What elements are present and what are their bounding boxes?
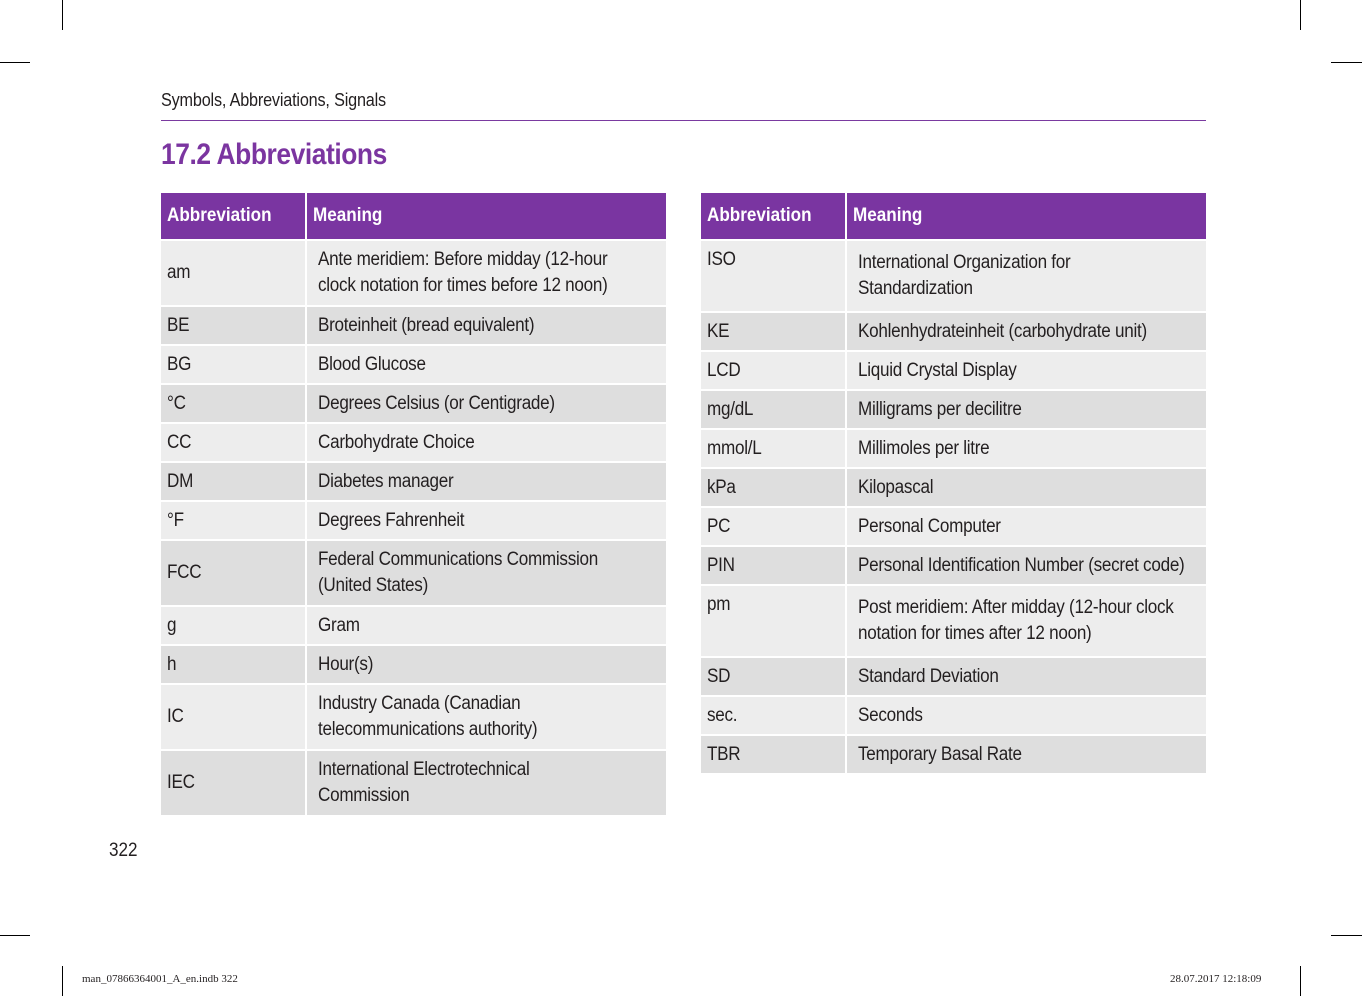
column-header-meaning: Meaning (306, 193, 666, 240)
meaning-line: Gram (318, 614, 360, 636)
meaning-line: Millimoles per litre (858, 437, 990, 459)
abbreviation-cell: KE (701, 312, 846, 351)
abbreviations-table-left (161, 193, 666, 815)
table-header-row (701, 193, 1206, 240)
table-row (161, 684, 666, 750)
meaning-line: Post meridiem: After midday (12-hour clock (858, 597, 1174, 618)
abbreviations-table-right (701, 193, 1206, 773)
meaning-cell (846, 657, 1206, 696)
crop-mark-bottom-left-horizontal (0, 935, 30, 936)
table-row (161, 306, 666, 345)
table-row (701, 468, 1206, 507)
meaning-cell (306, 240, 666, 306)
table-row (701, 546, 1206, 585)
print-timestamp: 28.07.2017 12:18:09 (1170, 973, 1262, 985)
meaning-cell (306, 684, 666, 750)
abbreviation-cell: LCD (701, 351, 846, 390)
table-row (701, 735, 1206, 773)
meaning-line: Standard Deviation (858, 665, 999, 687)
abbreviation-cell: °F (161, 501, 306, 540)
meaning-cell (846, 312, 1206, 351)
meaning-cell (306, 606, 666, 645)
meaning-line: (United States) (318, 575, 429, 596)
abbreviation-cell: SD (701, 657, 846, 696)
meaning-line: International Organization for (858, 252, 1071, 273)
abbreviation-cell: mmol/L (701, 429, 846, 468)
meaning-line: clock notation for times before 12 noon) (318, 275, 608, 296)
meaning-cell (306, 306, 666, 345)
crop-mark-top-left-vertical (62, 0, 63, 30)
abbreviation-cell: sec. (701, 696, 846, 735)
column-header-abbreviation: Abbreviation (161, 193, 306, 240)
abbreviation-cell: PC (701, 507, 846, 546)
abbreviation-cell: BE (161, 306, 306, 345)
meaning-cell (306, 423, 666, 462)
crop-mark-bottom-right-horizontal (1331, 935, 1362, 936)
table-row (701, 429, 1206, 468)
meaning-cell (846, 468, 1206, 507)
abbreviation-cell: IC (161, 684, 306, 750)
crop-mark-bottom-right-vertical (1300, 966, 1301, 996)
abbreviation-cell: am (161, 240, 306, 306)
meaning-line: Diabetes manager (318, 470, 454, 492)
meaning-line: Broteinheit (bread equivalent) (318, 314, 535, 336)
header-rule (161, 120, 1206, 121)
column-header-abbreviation: Abbreviation (701, 193, 846, 240)
running-head: Symbols, Abbreviations, Signals (161, 90, 386, 110)
meaning-line: Standardization (858, 278, 973, 299)
meaning-cell (306, 501, 666, 540)
page-number: 322 (109, 840, 138, 861)
meaning-line: telecommunications authority) (318, 719, 538, 740)
meaning-cell (306, 540, 666, 606)
meaning-cell (846, 351, 1206, 390)
meaning-cell (306, 384, 666, 423)
section-title: 17.2 Abbreviations (161, 138, 387, 171)
file-slug: man_07866364001_A_en.indb 322 (82, 973, 238, 985)
table-row (161, 423, 666, 462)
abbreviation-cell: IEC (161, 750, 306, 815)
meaning-cell (846, 507, 1206, 546)
table-row (701, 312, 1206, 351)
meaning-line: Carbohydrate Choice (318, 431, 475, 453)
abbreviation-cell: PIN (701, 546, 846, 585)
meaning-line: Temporary Basal Rate (858, 743, 1022, 765)
meaning-cell (846, 240, 1206, 312)
meaning-line: Ante meridiem: Before midday (12-hour (318, 249, 608, 270)
meaning-cell (846, 585, 1206, 657)
abbreviation-cell: TBR (701, 735, 846, 773)
crop-mark-bottom-left-vertical (62, 966, 63, 996)
meaning-line: Federal Communications Commission (318, 549, 598, 570)
meaning-cell (306, 462, 666, 501)
table-row (701, 390, 1206, 429)
meaning-line: notation for times after 12 noon) (858, 623, 1092, 644)
crop-mark-top-right-horizontal (1331, 62, 1362, 63)
abbreviation-cell: °C (161, 384, 306, 423)
meaning-line: Degrees Fahrenheit (318, 509, 465, 531)
meaning-line: Personal Computer (858, 515, 1001, 537)
meaning-line: International Electrotechnical (318, 759, 530, 780)
column-header-meaning: Meaning (846, 193, 1206, 240)
meaning-line: Kohlenhydrateinheit (carbohydrate unit) (858, 320, 1147, 342)
table-row (161, 750, 666, 815)
abbreviation-cell: BG (161, 345, 306, 384)
table-row (701, 657, 1206, 696)
meaning-line: Commission (318, 785, 410, 806)
crop-mark-top-right-vertical (1300, 0, 1301, 30)
abbreviation-cell: h (161, 645, 306, 684)
table-row (701, 696, 1206, 735)
meaning-line: Personal Identification Number (secret code) (858, 554, 1185, 576)
meaning-line: Liquid Crystal Display (858, 359, 1017, 381)
meaning-cell (306, 345, 666, 384)
meaning-cell (846, 735, 1206, 773)
table-row (161, 606, 666, 645)
table-row (701, 507, 1206, 546)
abbreviation-cell: DM (161, 462, 306, 501)
table-row (161, 645, 666, 684)
meaning-line: Blood Glucose (318, 353, 426, 375)
table-row (701, 351, 1206, 390)
table-row (161, 345, 666, 384)
abbreviation-cell: kPa (701, 468, 846, 507)
abbreviation-cell: ISO (701, 240, 846, 312)
meaning-line: Industry Canada (Canadian (318, 693, 521, 714)
meaning-line: Kilopascal (858, 476, 934, 498)
meaning-line: Seconds (858, 704, 923, 726)
table-header-row (161, 193, 666, 240)
abbreviation-cell: pm (701, 585, 846, 657)
meaning-cell (846, 429, 1206, 468)
meaning-line: Milligrams per decilitre (858, 398, 1022, 420)
meaning-cell (306, 645, 666, 684)
abbreviation-cell: g (161, 606, 306, 645)
meaning-line: Degrees Celsius (or Centigrade) (318, 392, 555, 414)
meaning-cell (306, 750, 666, 815)
meaning-cell (846, 696, 1206, 735)
meaning-cell (846, 546, 1206, 585)
abbreviation-cell: CC (161, 423, 306, 462)
abbreviation-cell: FCC (161, 540, 306, 606)
crop-mark-top-left-horizontal (0, 62, 30, 63)
table-row (161, 384, 666, 423)
table-row (701, 585, 1206, 657)
table-row (161, 240, 666, 306)
meaning-line: Hour(s) (318, 653, 374, 675)
table-row (161, 462, 666, 501)
abbreviation-cell: mg/dL (701, 390, 846, 429)
table-row (161, 501, 666, 540)
table-row (701, 240, 1206, 312)
table-row (161, 540, 666, 606)
meaning-cell (846, 390, 1206, 429)
